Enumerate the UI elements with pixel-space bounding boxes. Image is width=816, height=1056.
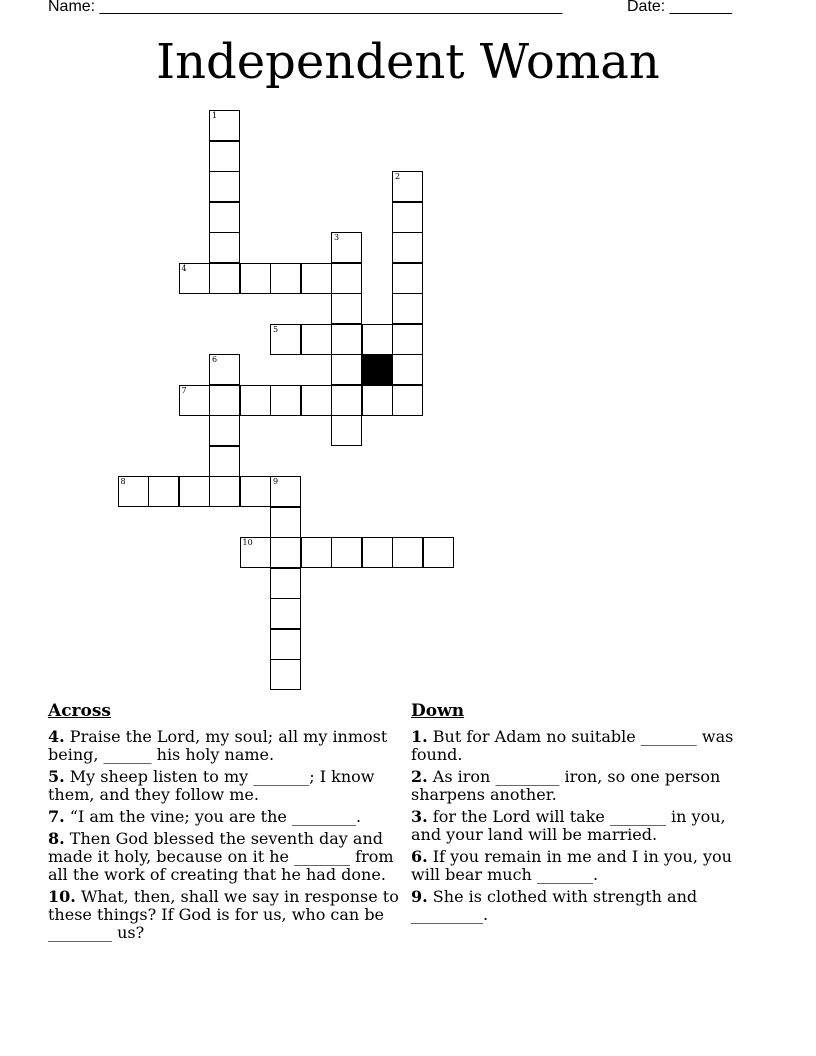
grid-cell[interactable] [179, 263, 210, 294]
grid-cell[interactable] [301, 385, 332, 416]
clue-down-2: 2. As iron ________ iron, so one person sharpens another. [411, 767, 721, 804]
grid-cell[interactable] [270, 385, 301, 416]
grid-cell[interactable] [270, 659, 301, 690]
grid-cell[interactable] [240, 537, 271, 568]
grid-cell[interactable] [179, 476, 210, 507]
cell-number: 9 [273, 477, 279, 486]
grid-cell[interactable] [270, 598, 301, 629]
grid-cell[interactable] [118, 476, 149, 507]
grid-cell[interactable] [209, 385, 240, 416]
down-clues [411, 700, 756, 928]
grid-cell[interactable] [392, 263, 423, 294]
clue-across-10: 10. What, then, shall we say in response to these things? If God is for us, who can be ________ us? [48, 887, 399, 942]
grid-cell[interactable] [301, 263, 332, 294]
grid-cell[interactable] [209, 446, 240, 477]
cell-number: 1 [212, 111, 218, 120]
grid-cell[interactable] [209, 232, 240, 263]
cell-number: 4 [181, 263, 187, 273]
clue-down-1: 1. But for Adam no suitable _______ was found. [411, 727, 734, 764]
cell-number: 2 [395, 172, 401, 181]
down-heading: Down [411, 701, 465, 721]
clue-across-8: 8. Then God blessed the seventh day and made it holy, because on it he _______ from all the work of creating that he had done. [48, 829, 394, 884]
clue-across-4: 4. Praise the Lord, my soul; all my inmost being, ______ his holy name. [48, 727, 388, 764]
grid-cell[interactable] [362, 385, 393, 416]
grid-cell[interactable] [301, 324, 332, 355]
grid-cell[interactable] [331, 293, 362, 324]
grid-cell[interactable] [270, 568, 301, 599]
across-clues [48, 700, 406, 946]
grid-cell[interactable] [240, 476, 271, 507]
across-heading: Across [48, 701, 111, 721]
grid-cell[interactable] [362, 537, 393, 568]
grid-cell[interactable] [392, 232, 423, 263]
clue-down-9: 9. She is clothed with strength and _________. [411, 887, 698, 924]
grid-cell[interactable] [209, 171, 240, 202]
grid-cell[interactable] [270, 537, 301, 568]
grid-cell[interactable] [301, 537, 332, 568]
date-field[interactable]: Date: _______ [627, 0, 732, 15]
grid-cell[interactable] [392, 354, 423, 385]
grid-cell[interactable] [331, 385, 362, 416]
cell-number: 5 [273, 324, 279, 334]
grid-cell[interactable] [209, 415, 240, 446]
black-cell [362, 354, 393, 385]
cell-number: 6 [212, 355, 218, 364]
grid-cell[interactable] [209, 263, 240, 294]
grid-cell[interactable] [270, 629, 301, 660]
grid-cell[interactable] [392, 537, 423, 568]
clue-across-5: 5. My sheep listen to my _______; I know them, and they follow me. [48, 767, 375, 804]
grid-cell[interactable] [331, 537, 362, 568]
grid-cell[interactable] [392, 324, 423, 355]
grid-cell[interactable] [209, 354, 240, 385]
grid-cell[interactable] [331, 232, 362, 263]
grid-cell[interactable] [270, 324, 301, 355]
name-field[interactable]: Name: ____________________________________________________ [48, 0, 563, 15]
cell-number: 3 [334, 233, 340, 242]
grid-cell[interactable] [240, 263, 271, 294]
cell-number: 10 [242, 538, 253, 547]
grid-cell[interactable] [179, 385, 210, 416]
cell-number: 8 [120, 477, 126, 486]
grid-cell[interactable] [270, 476, 301, 507]
grid-cell[interactable] [362, 324, 393, 355]
grid-cell[interactable] [148, 476, 179, 507]
grid-cell[interactable] [392, 202, 423, 233]
grid-cell[interactable] [270, 507, 301, 538]
grid-cell[interactable] [240, 385, 271, 416]
grid-cell[interactable] [270, 263, 301, 294]
cell-number: 7 [181, 385, 187, 395]
grid-cell[interactable] [331, 354, 362, 385]
grid-cell[interactable] [209, 202, 240, 233]
grid-cell[interactable] [209, 141, 240, 172]
grid-cell[interactable] [392, 171, 423, 202]
grid-cell[interactable] [331, 324, 362, 355]
grid-cell[interactable] [423, 537, 454, 568]
grid-cell[interactable] [209, 110, 240, 141]
clue-down-3: 3. for the Lord will take _______ in you, and your land will be married. [411, 807, 726, 844]
grid-cell[interactable] [392, 293, 423, 324]
clue-across-7: 7. “I am the vine; you are the ________. [48, 807, 362, 826]
grid-cell[interactable] [209, 476, 240, 507]
page-title: Independent Woman [156, 34, 660, 90]
grid-cell[interactable] [331, 415, 362, 446]
clue-down-6: 6. If you remain in me and I in you, you will bear much _______. [411, 847, 732, 884]
grid-cell[interactable] [392, 385, 423, 416]
grid-cell[interactable] [331, 263, 362, 294]
